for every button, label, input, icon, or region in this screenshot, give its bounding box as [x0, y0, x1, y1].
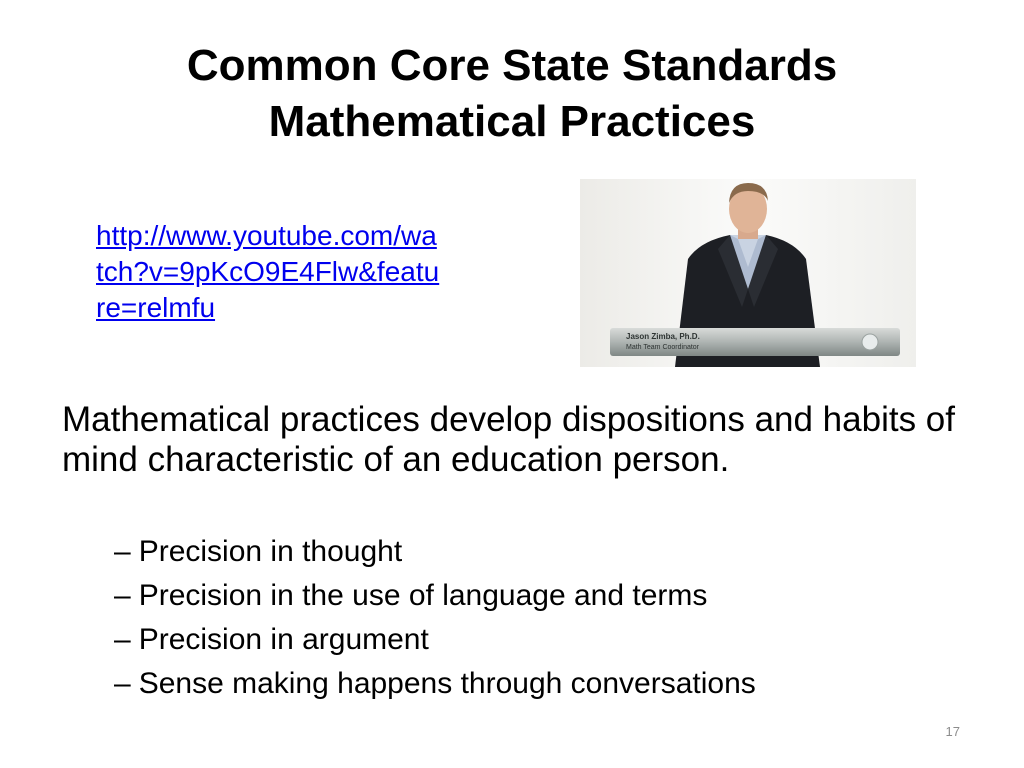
title-line-2: Mathematical Practices: [268, 97, 756, 146]
video-caption-name: Jason Zimba, Ph.D.: [626, 332, 700, 341]
bullet-text: Precision in the use of language and terms: [138, 579, 708, 612]
bullet-item: [114, 530, 974, 574]
video-thumbnail[interactable]: [580, 179, 916, 367]
bullet-marker: –: [114, 623, 131, 656]
bullet-marker: –: [114, 579, 131, 612]
slide-title: [0, 38, 1024, 150]
bullet-text: Precision in thought: [138, 535, 403, 568]
title-line-1: Common Core State Standards: [186, 41, 838, 90]
presenter-image: [580, 179, 916, 367]
bullet-text: Precision in argument: [138, 623, 429, 656]
bullet-marker: –: [114, 667, 131, 700]
bullet-list: [114, 530, 974, 706]
link-line-2[interactable]: tch?v=9pKcO9E4Flw&featu: [96, 256, 440, 287]
link-line-3[interactable]: re=relmfu: [96, 292, 216, 323]
bullet-item: [114, 618, 974, 662]
link-line-1[interactable]: http://www.youtube.com/wa: [96, 220, 437, 251]
page-number: 17: [945, 724, 960, 739]
bullet-text: Sense making happens through conversations: [138, 667, 756, 700]
main-paragraph: Mathematical practices develop dispositions and habits of mind characteristic of an education person.: [62, 400, 955, 479]
bullet-item: [114, 662, 974, 706]
bullet-marker: –: [114, 535, 131, 568]
bullet-item: [114, 574, 974, 618]
youtube-link[interactable]: [96, 218, 526, 326]
video-caption-role: Math Team Coordinator: [626, 344, 700, 351]
